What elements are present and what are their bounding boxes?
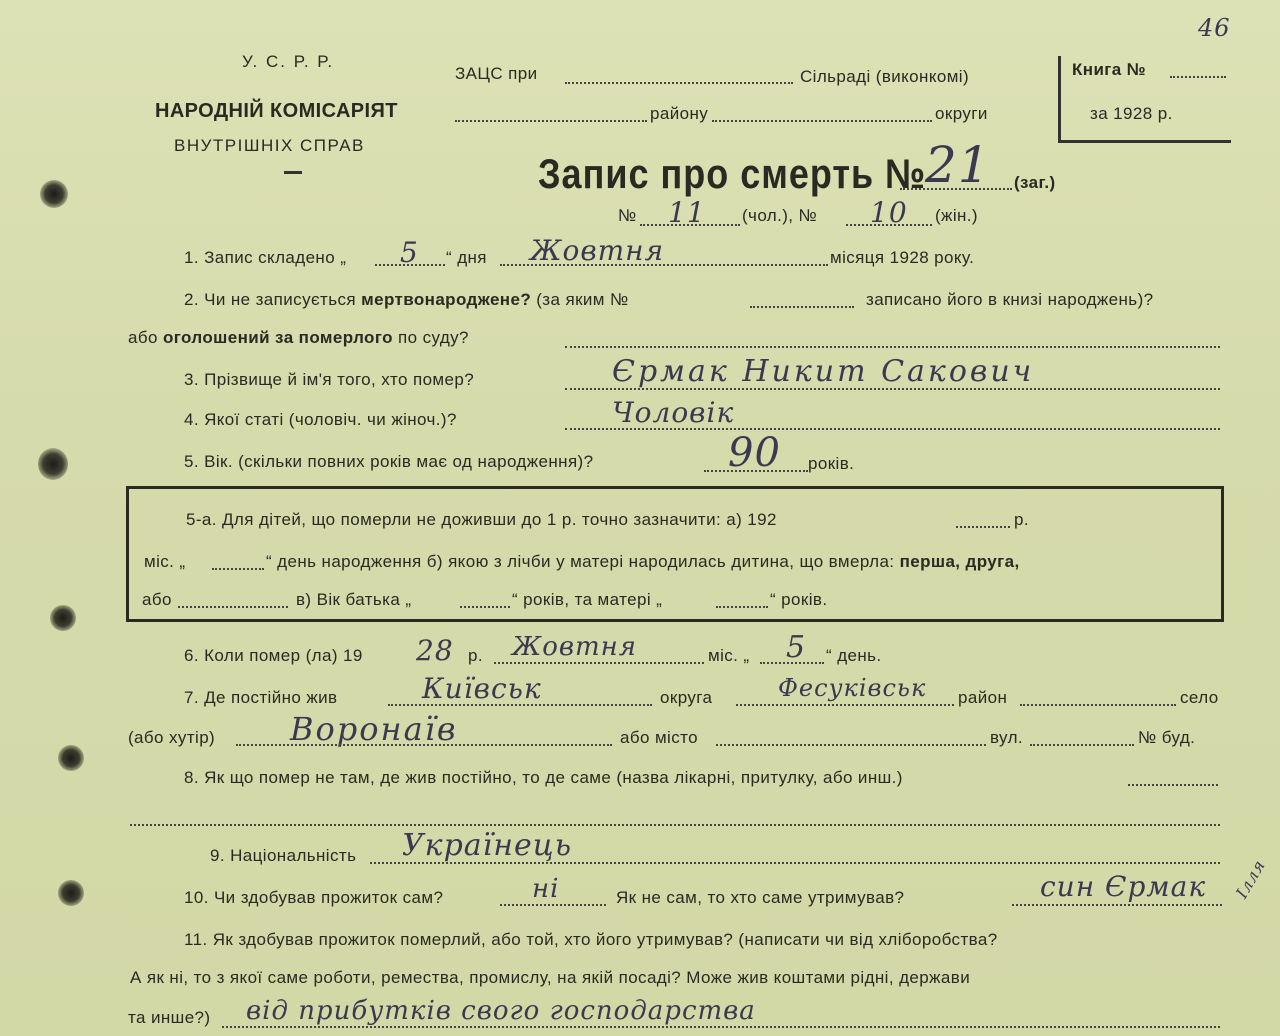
item5a-mother-line [716, 606, 768, 608]
okruha-line [712, 120, 932, 122]
item1-day: 5 [400, 236, 419, 269]
female-number-line [846, 224, 932, 226]
item5a-month-line [212, 568, 264, 570]
item7-okruha-label: округа [660, 688, 713, 707]
item5-tail: років. [808, 454, 855, 473]
item10-value: ні [532, 874, 560, 904]
zags-label: ЗАЦС при [455, 64, 538, 83]
item1-day-line [375, 264, 445, 266]
item7-khutir-line [236, 744, 612, 746]
raion-label: району [650, 104, 709, 123]
punch-hole [40, 180, 68, 208]
header-dash [284, 171, 302, 174]
item7-label: 7. Де постійно жив [184, 688, 338, 707]
record-number: 21 [925, 136, 991, 194]
item10-line2 [1012, 904, 1222, 906]
item5a-father-line [460, 606, 510, 608]
item7-selo-line [1020, 704, 1176, 706]
item8-label: 8. Як що помер не там, де жив постійно, то де саме (назва лікарні, притулку, або инш.) [184, 768, 903, 787]
male-label: (чол.), № [742, 206, 818, 225]
item7-bud-label: № буд. [1138, 728, 1196, 747]
item10-line [500, 904, 606, 906]
item6-r: р. [468, 646, 483, 665]
item9-line [370, 862, 1220, 864]
item6-day: 5 [786, 630, 807, 665]
item11-line [222, 1026, 1220, 1028]
record-suffix: (заг.) [1014, 173, 1056, 192]
book-label: Книга № [1072, 60, 1147, 79]
item7-raion-label: район [958, 688, 1008, 707]
item11-line3: та инше?) [128, 1008, 211, 1027]
item3-line [565, 388, 1220, 390]
item1-tail: місяця 1928 року. [830, 248, 975, 267]
item4-label: 4. Якої статі (чоловіч. чи жіноч.)? [184, 410, 457, 429]
item6-year: 28 [416, 634, 454, 667]
item5a-line3-d: “ років. [770, 590, 828, 609]
punch-hole [38, 448, 68, 480]
item8-line1 [1128, 784, 1218, 786]
punch-hole [58, 880, 84, 906]
item5a-or-line [178, 606, 288, 608]
record-number-line [900, 188, 1012, 190]
item2-line2-blank [565, 346, 1220, 348]
item4-value: Чоловік [612, 396, 735, 429]
item6-day-line [760, 662, 824, 664]
item7-khutir: Воронаїв [290, 710, 458, 748]
punch-hole [50, 605, 76, 631]
item7-raion: Фесуківськ [778, 674, 927, 702]
item3-label: 3. Прізвище й ім'я того, хто помер? [184, 370, 475, 389]
item5a-line2-a: міс. „ [144, 552, 186, 571]
item5a-line3-a: або [142, 590, 172, 609]
record-title: Запис про смерть № [538, 150, 927, 198]
punch-hole [58, 745, 84, 771]
item2-line1: 2. Чи не записується мертвонароджене? (за яким № [184, 290, 629, 309]
book-line [1170, 76, 1226, 78]
item7-khutir-label: (або хутір) [128, 728, 216, 747]
item7-raion-line [736, 704, 954, 706]
zags-line [565, 82, 793, 84]
item5a-line2-b: “ день народження б) якою з лічби у матері народилась дитина, що вмерла: перша, друга, [266, 552, 1020, 571]
page-number: 46 [1198, 14, 1231, 42]
item6-tail: “ день. [826, 646, 882, 665]
subnumber-no: № [618, 206, 637, 225]
item5-label: 5. Вік. (скільки повних років має од народження)? [184, 452, 594, 471]
item1-day-mid: “ дня [446, 248, 487, 267]
item5a-line1-tail: р. [1014, 510, 1029, 529]
item9-value: Українець [402, 828, 573, 863]
item1-month: Жовтня [530, 234, 665, 267]
item9-label: 9. Національність [210, 846, 357, 865]
item4-line [565, 428, 1220, 430]
item2-line1-tail: записано його в книзі народжень)? [866, 290, 1154, 309]
item6-label: 6. Коли помер (ла) 19 [184, 646, 363, 665]
female-number: 10 [870, 196, 908, 229]
okruha-label: округи [935, 104, 988, 123]
state-label: У. С. Р. Р. [242, 52, 335, 71]
item10-mid: Як не сам, то хто саме утримував? [616, 888, 905, 907]
item11-line1: 11. Як здобував прожиток померлий, або той, хто його утримував? (написати чи від хліборобства? [184, 930, 998, 949]
item5-value: 90 [728, 430, 781, 476]
raion-line [455, 120, 647, 122]
item10-value2-margin: Ілля [1232, 856, 1270, 902]
male-number: 11 [668, 196, 706, 229]
item8-line2 [130, 824, 1220, 826]
male-number-line [640, 224, 740, 226]
book-year: за 1928 р. [1090, 104, 1173, 123]
item7-okruha: Київськ [422, 672, 542, 705]
item6-month-line [494, 662, 704, 664]
item5a-line3-c: “ років, та матері „ [512, 590, 663, 609]
item6-mis: міс. „ [708, 646, 750, 665]
item7-vul-line [1030, 744, 1134, 746]
ministry-subtitle: ВНУТРІШНІХ СПРАВ [174, 136, 365, 155]
ministry-title: НАРОДНІЙ КОМІСАРІЯТ [155, 100, 398, 122]
item1-month-line [500, 264, 828, 266]
item7-misto-label: або місто [620, 728, 698, 747]
item2-line2: або оголошений за померлого по суду? [128, 328, 469, 347]
item7-vul-label: вул. [990, 728, 1024, 747]
item5-line [704, 470, 808, 472]
item5a-line3-b: в) Вік батька „ [296, 590, 412, 609]
item7-selo-label: село [1180, 688, 1219, 707]
item11-value: від прибутків свого господарства [246, 996, 756, 1026]
item10-value2: син Єрмак [1040, 870, 1207, 903]
female-label: (жін.) [935, 206, 978, 225]
item1-label: 1. Запис складено „ [184, 248, 347, 267]
item6-month: Жовтня [512, 632, 637, 662]
item3-value: Єрмак Никит Сакович [612, 354, 1035, 389]
item11-line2: А як ні, то з якої саме роботи, ремества, промислу, на якій посаді? Може жив коштами рідні, держави [130, 968, 971, 987]
item10-label: 10. Чи здобував прожиток сам? [184, 888, 444, 907]
item2-line1-blank [750, 306, 854, 308]
item7-misto-line [716, 744, 986, 746]
item5a-line1: 5-а. Для дітей, що померли не доживши до 1 р. точно зазначити: а) 192 [186, 510, 777, 529]
item7-okruha-line [388, 704, 652, 706]
item5a-year-line [956, 526, 1010, 528]
zags-tail: Сільраді (виконкомі) [800, 67, 970, 86]
